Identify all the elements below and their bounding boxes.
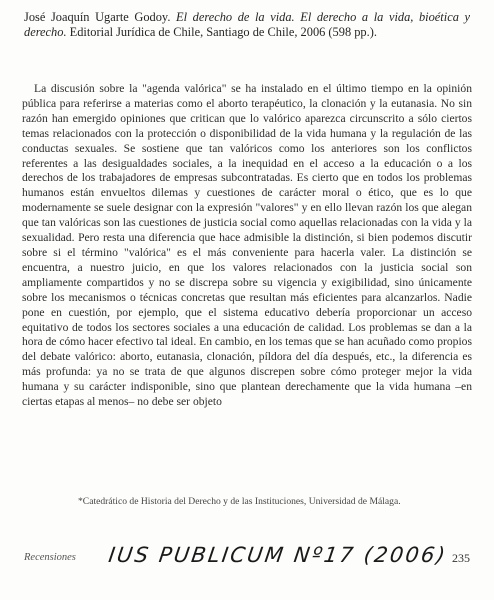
page-number: 235 — [452, 551, 470, 565]
review-citation — [24, 10, 470, 40]
handwritten-annotation — [107, 532, 449, 572]
section-label: Recensiones — [24, 552, 76, 563]
handwritten-annotation-text: IUS PUBLICUM Nº17 (2006) — [107, 542, 449, 567]
author-footnote: *Catedrático de Historia del Derecho y de las Instituciones, Universidad de Málaga. — [78, 496, 401, 507]
book-author: José Joaquín Ugarte Godoy. — [24, 10, 171, 24]
book-publisher: Editorial Jurídica de Chile, Santiago de Chile, 2006 (598 pp.). — [69, 25, 377, 39]
book-title: El derecho de la vida. El derecho a la vida, bioética y derecho. — [24, 10, 470, 39]
review-body-paragraph: La discusión sobre la "agenda valórica" se ha instalado en el último tiempo en la opinión pública para referirse a materias como el aborto terapéutico, la clonación y la eutanasia. No sin razón han emergido opiniones que critican que lo valórico aparezca circunscrito a sólo ciertos temas relacionados con la protección o disponibilidad de la vida humana y la regulación de las conductas sexuales. Se sostiene que tan valóricos como los anteriores son los conflictos referentes a las desigualdades sociales, a la inequidad en el acceso a la educación o a los derechos de los trabajadores de empresas subcontratadas. Es cierto que en todos los problemas humanos están envueltos dilemas y cuestiones de carácter moral o ético, que es lo que modernamente se suele designar con la expresión "valores" y en ello llevan razón los que alegan que tan valóricas son las cuestiones de justicia social como aquellas relacionadas con la vida y la sexualidad. Pero resta una diferencia que hace admisible la distinción, si bien podemos discutir sobre si el término "valórica" es el más conveniente para hacerla valer. La distinción se encuentra, a nuestro juicio, en que los valores relacionados con la justicia social son ampliamente compartidos y no se discrepa sobre su vigencia y exigibilidad, sino únicamente sobre los mecanismos o técnicas concretas que resultan más eficientes para alcanzarlos. Nadie pone en cuestión, por ejemplo, que el sistema educativo debería proporcionar un acceso equitativo de todos los sectores sociales a una educación de calidad. Los problemas se dan a la hora de cómo hacer efectivo tal ideal. En cambio, en los temas que se han acuñado como propios del debate valórico: aborto, eutanasia, clonación, píldora del día después, etc., la diferencia es más profunda: ya no se trata de que algunos discrepen sobre cómo proteger mejor la vida humana y su carácter indisponible, sino que plantean derechamente que la vida humana –en ciertas etapas al menos– no debe ser objeto — [22, 82, 472, 409]
